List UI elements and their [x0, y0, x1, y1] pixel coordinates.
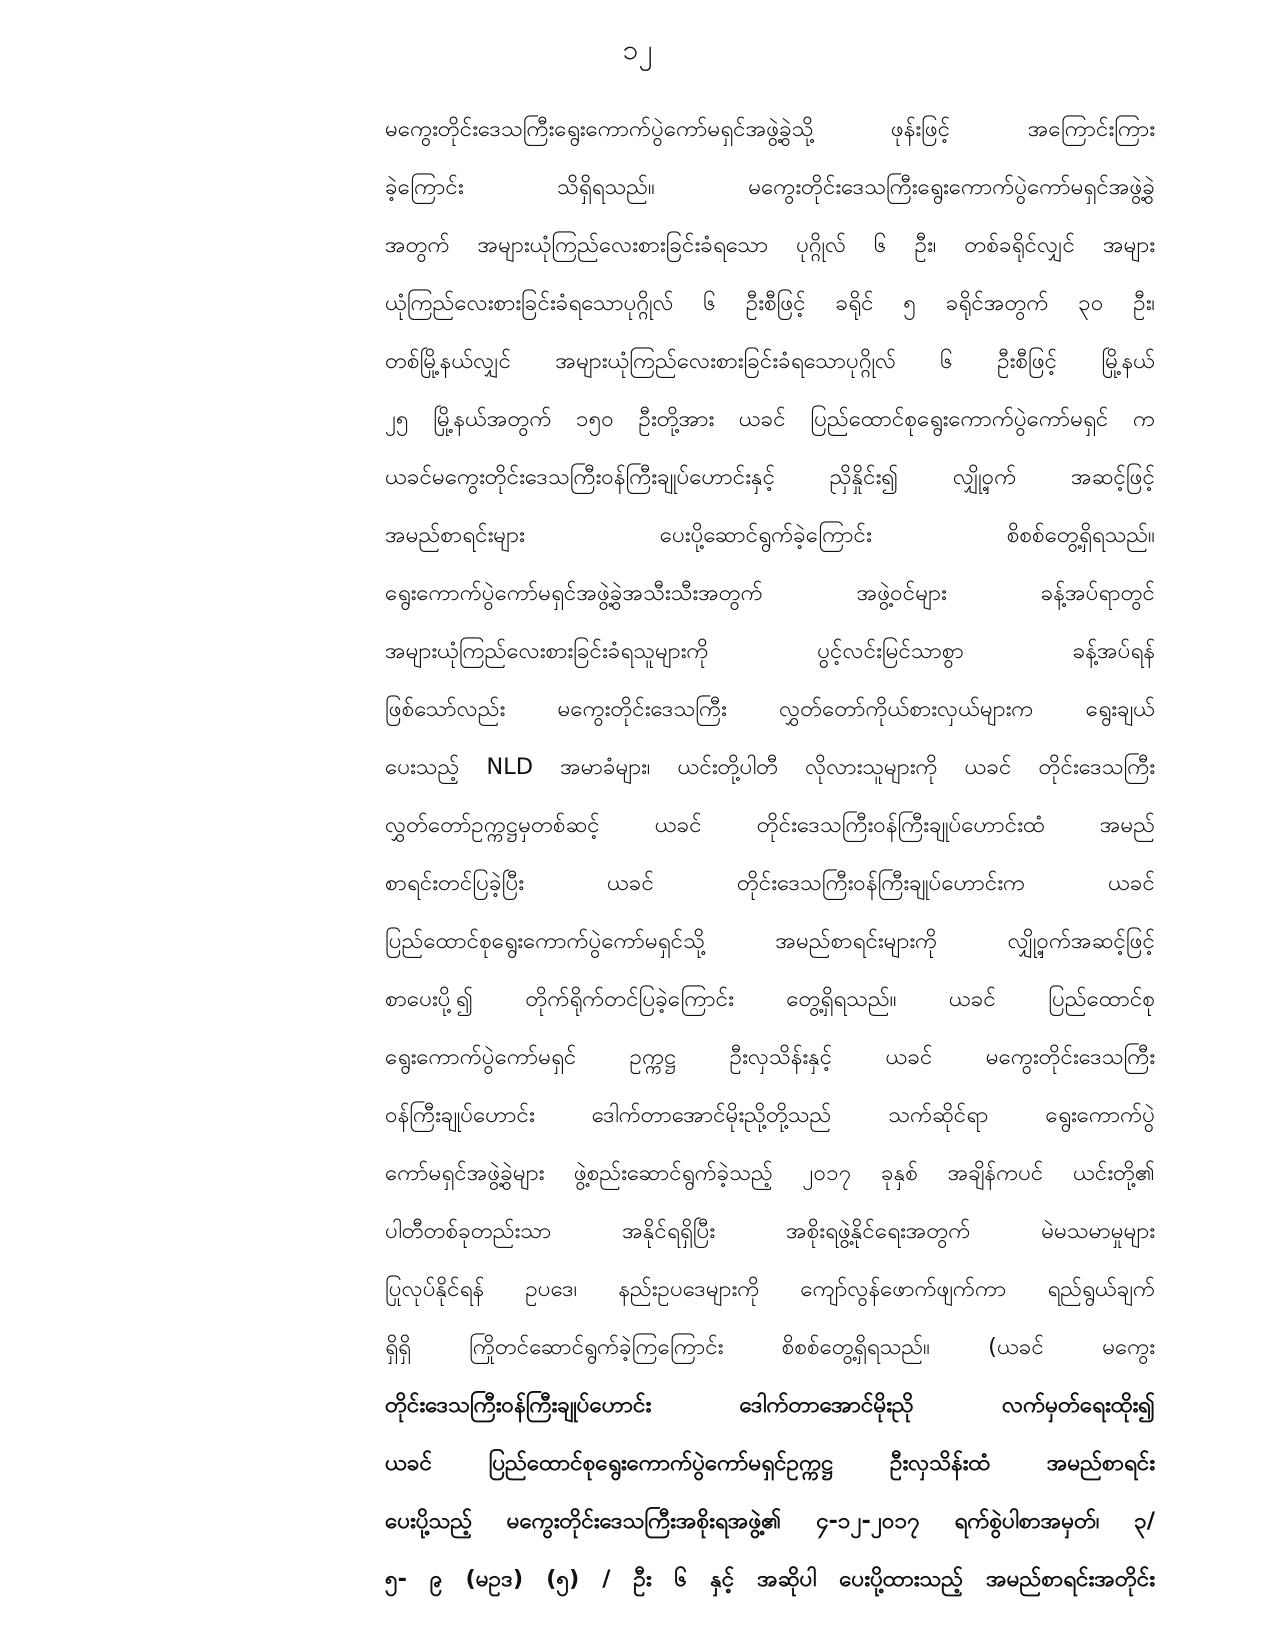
text-line: ရှိရှိ ကြိုတင်ဆောင်ရွက်ခဲ့ကြကြောင်း စိစစ်တွေ့ရှိရသည်။ (ယခင် မကွေး: [385, 1334, 1155, 1360]
text-line: အမည်စာရင်းများ ပေးပို့ဆောင်ရွက်ခဲ့ကြောင်း စိစစ်တွေ့ရှိရသည်။: [385, 522, 1155, 548]
bold-text-line: ၅- ၉ (မဥဒ) (၅) / ဦး ၆ နှင့် အဆိုပါ ပေးပို့ထားသည့် အမည်စာရင်းအတိုင်း: [385, 1566, 1155, 1592]
text-line: စာရင်းတင်ပြခဲ့ပြီး ယခင် တိုင်းဒေသကြီးဝန်ကြီးချုပ်ဟောင်းက ယခင်: [385, 870, 1155, 896]
bold-text-line: ယခင် ပြည်ထောင်စုရွေးကောက်ပွဲကော်မရှင်ဥက္ကဋ္ဌ ဦးလှသိန်းထံ အမည်စာရင်း: [385, 1450, 1155, 1476]
text-line: ဝန်ကြီးချုပ်ဟောင်း ဒေါက်တာအောင်မိုးညို့တို့သည် သက်ဆိုင်ရာ ရွေးကောက်ပွဲ: [385, 1102, 1155, 1128]
text-line: ခဲ့ကြောင်း သိရှိရသည်။ မကွေးတိုင်းဒေသကြီးရွေးကောက်ပွဲကော်မရှင်အဖွဲ့ခွဲ: [385, 174, 1155, 200]
text-line: အတွက် အများယုံကြည်လေးစားခြင်းခံရသော ပုဂ္ဂိုလ် ၆ ဦး၊ တစ်ခရိုင်လျှင် အများ: [385, 232, 1155, 258]
text-line: ရွေးကောက်ပွဲကော်မရှင်အဖွဲ့ခွဲအသီးသီးအတွက် အဖွဲ့ဝင်များ ခန့်အပ်ရာတွင်: [385, 580, 1155, 606]
text-line: အများယုံကြည်လေးစားခြင်းခံရသူများကို ပွင့်လင်းမြင်သာစွာ ခန့်အပ်ရန်: [385, 638, 1155, 664]
text-line: ၂၅ မြို့နယ်အတွက် ၁၅၀ ဦးတို့အား ယခင် ပြည်ထောင်စုရွေးကောက်ပွဲကော်မရှင် က: [385, 406, 1155, 432]
bold-text-line: ပေးပို့သည့် မကွေးတိုင်းဒေသကြီးအစိုးရအဖွဲ့၏ ၄-၁၂-၂၀၁၇ ရက်စွဲပါစာအမှတ်၊ ၃/: [385, 1508, 1155, 1534]
text-line: ပါတီတစ်ခုတည်းသာ အနိုင်ရရှိပြီး အစိုးရဖွဲ့နိုင်ရေးအတွက် မဲမသမာမှုများ: [385, 1218, 1155, 1244]
page-number: ၁၂: [622, 33, 653, 66]
text-line: ပြည်ထောင်စုရွေးကောက်ပွဲကော်မရှင်သို့ အမည်စာရင်းများကို လျှို့ဝှက်အဆင့်ဖြင့်: [385, 928, 1155, 954]
text-line: လွှတ်တော်ဥက္ကဋ္ဌမှတစ်ဆင့် ယခင် တိုင်းဒေသကြီးဝန်ကြီးချုပ်ဟောင်းထံ အမည်: [385, 812, 1155, 838]
text-line: ပေးသည့် NLD အမာခံများ၊ ယင်းတို့ပါတီ လိုလားသူများကို ယခင် တိုင်းဒေသကြီး: [385, 754, 1155, 780]
text-line: ပြုလုပ်နိုင်ရန် ဥပဒေ၊ နည်းဥပဒေများကို ကျော်လွန်ဖောက်ဖျက်ကာ ရည်ရွယ်ချက်: [385, 1276, 1155, 1302]
text-line: တစ်မြို့နယ်လျှင် အများယုံကြည်လေးစားခြင်းခံရသောပုဂ္ဂိုလ် ၆ ဦးစီဖြင့် မြို့နယ်: [385, 348, 1155, 374]
text-line: ယုံကြည်လေးစားခြင်းခံရသောပုဂ္ဂိုလ် ၆ ဦးစီဖြင့် ခရိုင် ၅ ခရိုင်အတွက် ၃၀ ဦး၊: [385, 290, 1155, 316]
bold-text-line: တိုင်းဒေသကြီးဝန်ကြီးချုပ်ဟောင်း ဒေါက်တာအောင်မိုးညို လက်မှတ်ရေးထိုး၍: [385, 1392, 1155, 1418]
text-line: ဖြစ်သော်လည်း မကွေးတိုင်းဒေသကြီး လွှတ်တော်ကိုယ်စားလှယ်များက ရွေးချယ်: [385, 696, 1155, 722]
body-text: [385, 100, 1155, 1608]
text-line: ရွေးကောက်ပွဲကော်မရှင် ဥက္ကဋ္ဌ ဦးလှသိန်းနှင့် ယခင် မကွေးတိုင်းဒေသကြီး: [385, 1044, 1155, 1070]
text-line: စာပေးပို့၍ တိုက်ရိုက်တင်ပြခဲ့ကြောင်း တွေ့ရှိရသည်။ ယခင် ပြည်ထောင်စု: [385, 986, 1155, 1012]
text-line: ကော်မရှင်အဖွဲ့ခွဲများ ဖွဲ့စည်းဆောင်ရွက်ခဲ့သည့် ၂၀၁၇ ခုနှစ် အချိန်ကပင် ယင်းတို့၏: [385, 1160, 1155, 1186]
text-line: မကွေးတိုင်းဒေသကြီးရွေးကောက်ပွဲကော်မရှင်အဖွဲ့ခွဲသို့ ဖုန်းဖြင့် အကြောင်းကြား: [385, 116, 1155, 142]
text-line: ယခင်မကွေးတိုင်းဒေသကြီးဝန်ကြီးချုပ်ဟောင်းနှင့် ညှိနှိုင်း၍ လျှို့ဝှက် အဆင့်ဖြင့်: [385, 464, 1155, 490]
